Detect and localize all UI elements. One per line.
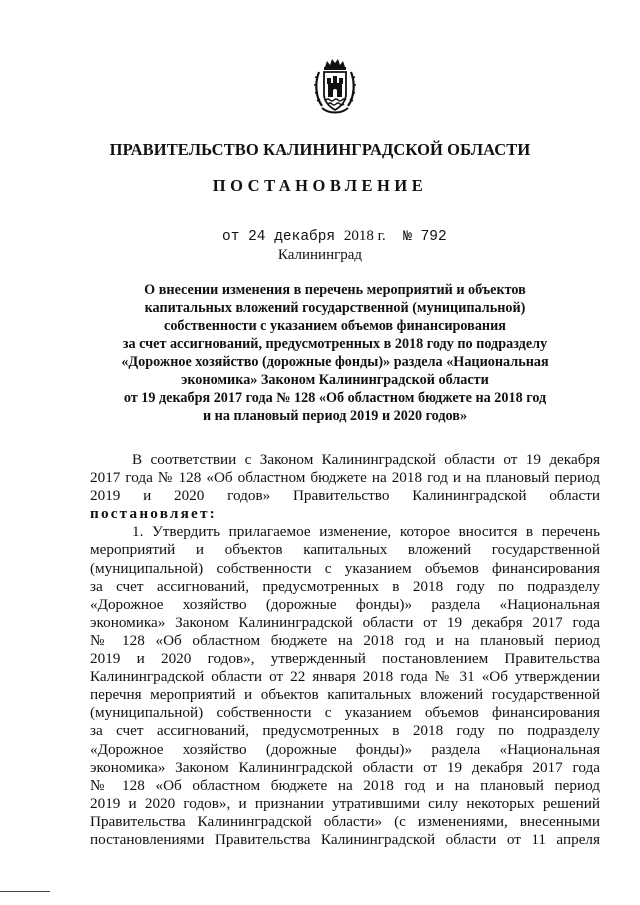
body-line: «Дорожное хозяйство (дорожные фонды)» раздела «Национальная [90, 595, 600, 613]
subject-line: О внесении изменения в перечень мероприятий и объектов [144, 282, 526, 298]
body-line: 2019 и 2020 годов» Правительство Калининградской области [90, 487, 600, 505]
body-line: постановлениями Правительства Калининградской области от 11 апреля [90, 830, 600, 848]
subject-line: и на плановый период 2019 и 2020 годов» [202, 408, 468, 424]
document-type: ПОСТАНОВЛЕНИЕ [212, 176, 428, 195]
body-line: (муниципальной) собственности с указанием объемов финансирования [90, 704, 600, 722]
body-line: № 128 «Об областном бюджете на 2018 год и на плановый период [90, 776, 600, 794]
body-line: 1. Утвердить прилагаемое изменение, которое вносится в перечень [132, 523, 600, 541]
subject-line: от 19 декабря 2017 года № 128 «Об областном бюджете на 2018 год [123, 390, 547, 406]
document-subject [100, 281, 570, 425]
body-line: 2017 года № 128 «Об областном бюджете на 2018 год и на плановый период [90, 469, 600, 487]
body-line: мероприятий и объектов капитальных вложений государственной [90, 541, 600, 559]
body-line: Калининградской области от 22 января 2018 года № 31 «Об утверждении [90, 668, 600, 686]
body-line: «Дорожное хозяйство (дорожные фонды)» раздела «Национальная [90, 740, 600, 758]
body-line: В соответствии с Законом Калининградской области от 19 декабря [132, 451, 600, 468]
body-line: (муниципальной) собственности с указанием объемов финансирования [90, 559, 600, 577]
body-line: Правительства Калининградской области» (с изменениями, внесенными [90, 812, 600, 830]
body-line: 2019 и 2020 годов», утвержденный постановлением Правительства [90, 650, 600, 668]
document-date: от 24 декабря [222, 229, 336, 245]
coat-of-arms-icon [313, 58, 357, 116]
body-line: перечня мероприятий и объектов капитальных вложений государственной [90, 686, 600, 704]
body-line: экономика» Законом Калининградской области от 19 декабря 2017 года [90, 758, 600, 776]
subject-line: экономика» Законом Калининградской области [181, 372, 489, 388]
body-line: № 128 «Об областном бюджете на 2018 год и на плановый период [90, 631, 600, 649]
government-title: ПРАВИТЕЛЬСТВО КАЛИНИНГРАДСКОЙ ОБЛАСТИ [109, 140, 531, 159]
body-line: экономика» Законом Калининградской области от 19 декабря 2017 года [90, 613, 600, 631]
subject-line: собственности с указанием объемов финансирования [164, 318, 506, 334]
document-body [90, 451, 600, 849]
page-edge-rule [0, 891, 50, 892]
body-line-resolves: постановляет: [90, 505, 217, 523]
subject-line: капитальных вложений государственной (муниципальной) [144, 300, 526, 316]
body-line: 2019 и 2020 годов», и признании утратившими силу некоторых решений [90, 794, 600, 812]
subject-line: «Дорожное хозяйство (дорожные фонды)» раздела «Национальная [121, 354, 549, 370]
document-city: Калининград [277, 247, 363, 263]
body-line: за счет ассигнований, предусмотренных в 2018 году по подразделу [90, 722, 600, 740]
document-year: 2018 г. [343, 228, 386, 244]
document-number: № 792 [403, 229, 447, 245]
subject-line: за счет ассигнований, предусмотренных в 2018 году по подразделу [122, 336, 548, 352]
document-date-line [222, 228, 447, 245]
body-line: за счет ассигнований, предусмотренных в 2018 году по подразделу [90, 577, 600, 595]
